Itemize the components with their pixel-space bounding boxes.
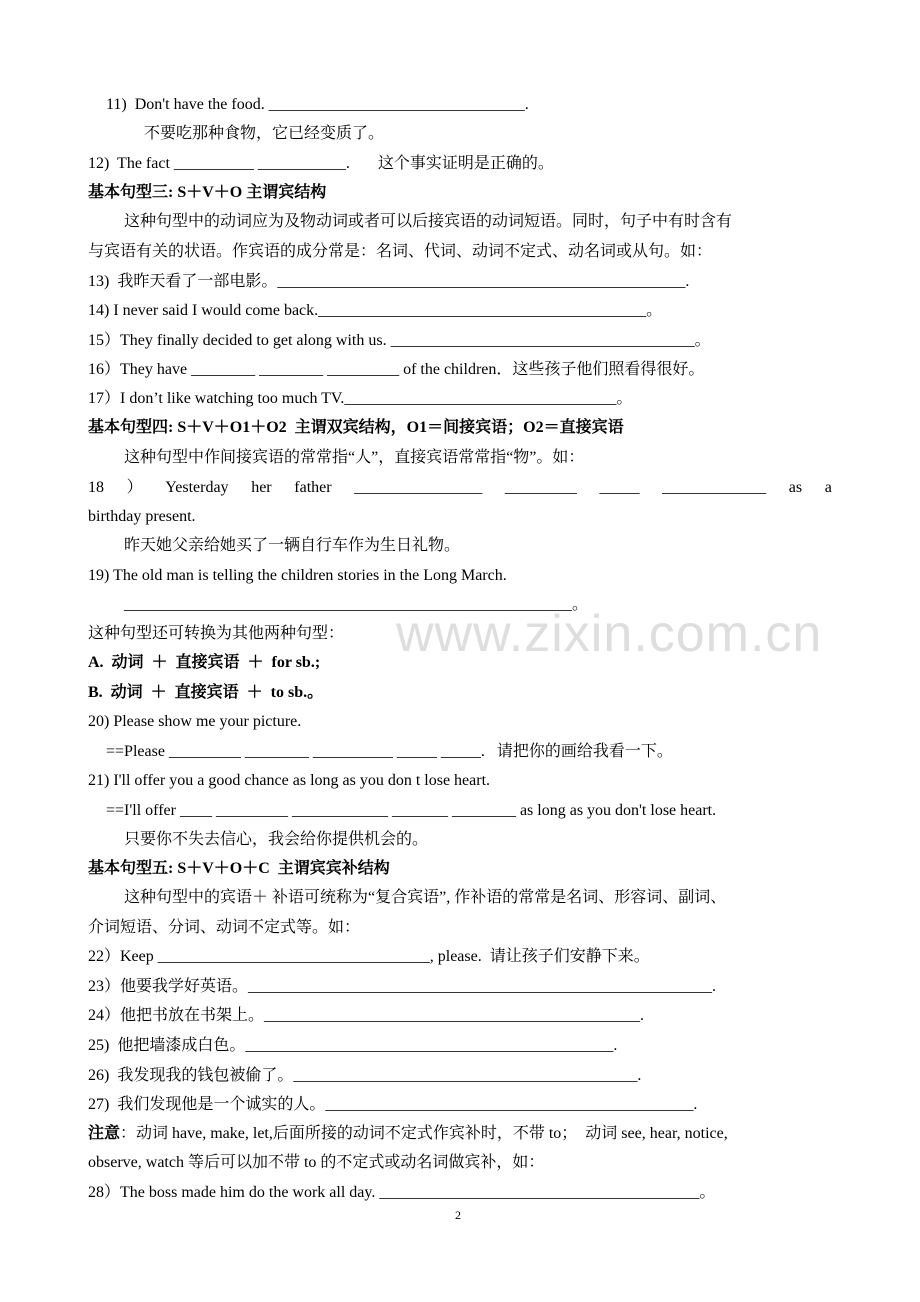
translation-18: 昨天她父亲给她买了一辆自行车作为生日礼物。: [124, 537, 461, 554]
section-heading-5: 基本句型五: S＋V＋O＋C 主谓宾宾补结构: [88, 860, 390, 877]
sentence-20: 20) Please show me your picture.: [88, 713, 302, 730]
page-number: 2: [455, 1208, 461, 1222]
sentence-11: 11) Don't have the food. ________________________________.: [106, 96, 529, 113]
answer-line-19: ________________________________________________________。: [124, 596, 589, 613]
sentence-18-word: father: [294, 479, 332, 496]
section-heading-4: 基本句型四: S＋V＋O1＋O2 主谓双宾结构，O1＝间接宾语；O2＝直接宾语: [88, 419, 624, 436]
sentence-22: 22）Keep __________________________________, please. 请让孩子们安静下来。: [88, 948, 650, 965]
note-label: 注意: [88, 1125, 121, 1142]
sentence-14: 14) I never said I would come back._________________________________________。: [88, 302, 663, 319]
conversion-intro: 这种句型还可转换为其他两种句型：: [88, 625, 345, 642]
sentence-24: 24）他把书放在书架上。_______________________________________________.: [88, 1007, 645, 1024]
sentence-26: 26) 我发现我的钱包被偷了。___________________________________________.: [88, 1067, 642, 1084]
sentence-18-word: ）: [126, 479, 143, 496]
translation-21: 只要你不失去信心，我会给你提供机会的。: [124, 831, 429, 848]
pattern-b: B. 动词 ＋ 直接宾语 ＋ to sb.。: [88, 684, 324, 701]
pattern-a: A. 动词 ＋ 直接宾语 ＋ for sb.;: [88, 654, 321, 671]
sentence-16: 16）They have ________ ________ _________ of the children．这些孩子他们照看得很好。: [88, 361, 705, 378]
sentence-18-blank: _____________: [662, 479, 767, 496]
section-3-description: 这种句型中的动词应为及物动词或者可以后接宾语的动词短语。同时，句子中有时含有: [124, 213, 733, 230]
sentence-21-rewrite: ==I'll offer ____ _________ ____________ _______ ________ as long as you don't lose heart.: [106, 802, 717, 819]
translation-11: 不要吃那种食物，它已经变质了。: [144, 125, 385, 142]
sentence-20-rewrite: ==Please _________ ________ __________ _____ _____. 请把你的画给我看一下。: [106, 743, 673, 760]
sentence-18-word: a: [824, 479, 832, 496]
sentence-13: 13) 我昨天看了一部电影。___________________________________________________.: [88, 273, 690, 290]
sentence-18-word: her: [251, 479, 272, 496]
sentence-25: 25) 他把墙漆成白色。______________________________________________.: [88, 1037, 618, 1054]
section-4-description: 这种句型中作间接宾语的常常指“人”，直接宾语常常指“物”。如：: [124, 449, 585, 466]
sentence-18-blank: ________________: [354, 479, 483, 496]
sentence-18-cont: birthday present.: [88, 508, 196, 525]
section-5-description-cont: 介词短语、分词、动词不定式等。如：: [88, 919, 361, 936]
watermark: www.zixin.com.cn: [396, 605, 823, 663]
sentence-18: [88, 478, 832, 498]
sentence-18-word: 18: [88, 479, 104, 496]
sentence-18-word: as: [788, 479, 803, 496]
sentence-18-blank: _____: [599, 479, 640, 496]
section-3-description-cont: 与宾语有关的状语。作宾语的成分常是：名词、代词、动词不定式、动名词或从句。如：: [88, 243, 713, 260]
section-heading-3: 基本句型三: S＋V＋O 主谓宾结构: [88, 184, 327, 201]
sentence-27: 27) 我们发现他是一个诚实的人。______________________________________________.: [88, 1096, 698, 1113]
sentence-18-word: Yesterday: [165, 479, 229, 496]
section-5-description: 这种句型中的宾语＋ 补语可统称为“复合宾语”, 作补语的常常是名词、形容词、副词、: [124, 889, 727, 906]
sentence-18-blank: _________: [504, 479, 577, 496]
note: [88, 1124, 728, 1144]
sentence-28: 28）The boss made him do the work all day. ________________________________________。: [88, 1184, 716, 1201]
note-text: ：动词 have, make, let,后面所接的动词不定式作宾补时，不带 to； 动词 see, hear, notice,: [120, 1125, 728, 1142]
sentence-19: 19) The old man is telling the children stories in the Long March.: [88, 567, 507, 584]
sentence-12: 12) The fact __________ ___________. 这个事实证明是正确的。: [88, 155, 554, 172]
sentence-21: 21) I'll offer you a good chance as long as you don t lose heart.: [88, 772, 491, 789]
note-cont: observe, watch 等后可以加不带 to 的不定式或动名词做宾补，如：: [88, 1154, 545, 1171]
sentence-17: 17）I don’t like watching too much TV.__________________________________。: [88, 390, 633, 407]
sentence-15: 15）They finally decided to get along with us. ______________________________________。: [88, 332, 711, 349]
sentence-23: 23）他要我学好英语。__________________________________________________________.: [88, 978, 717, 995]
